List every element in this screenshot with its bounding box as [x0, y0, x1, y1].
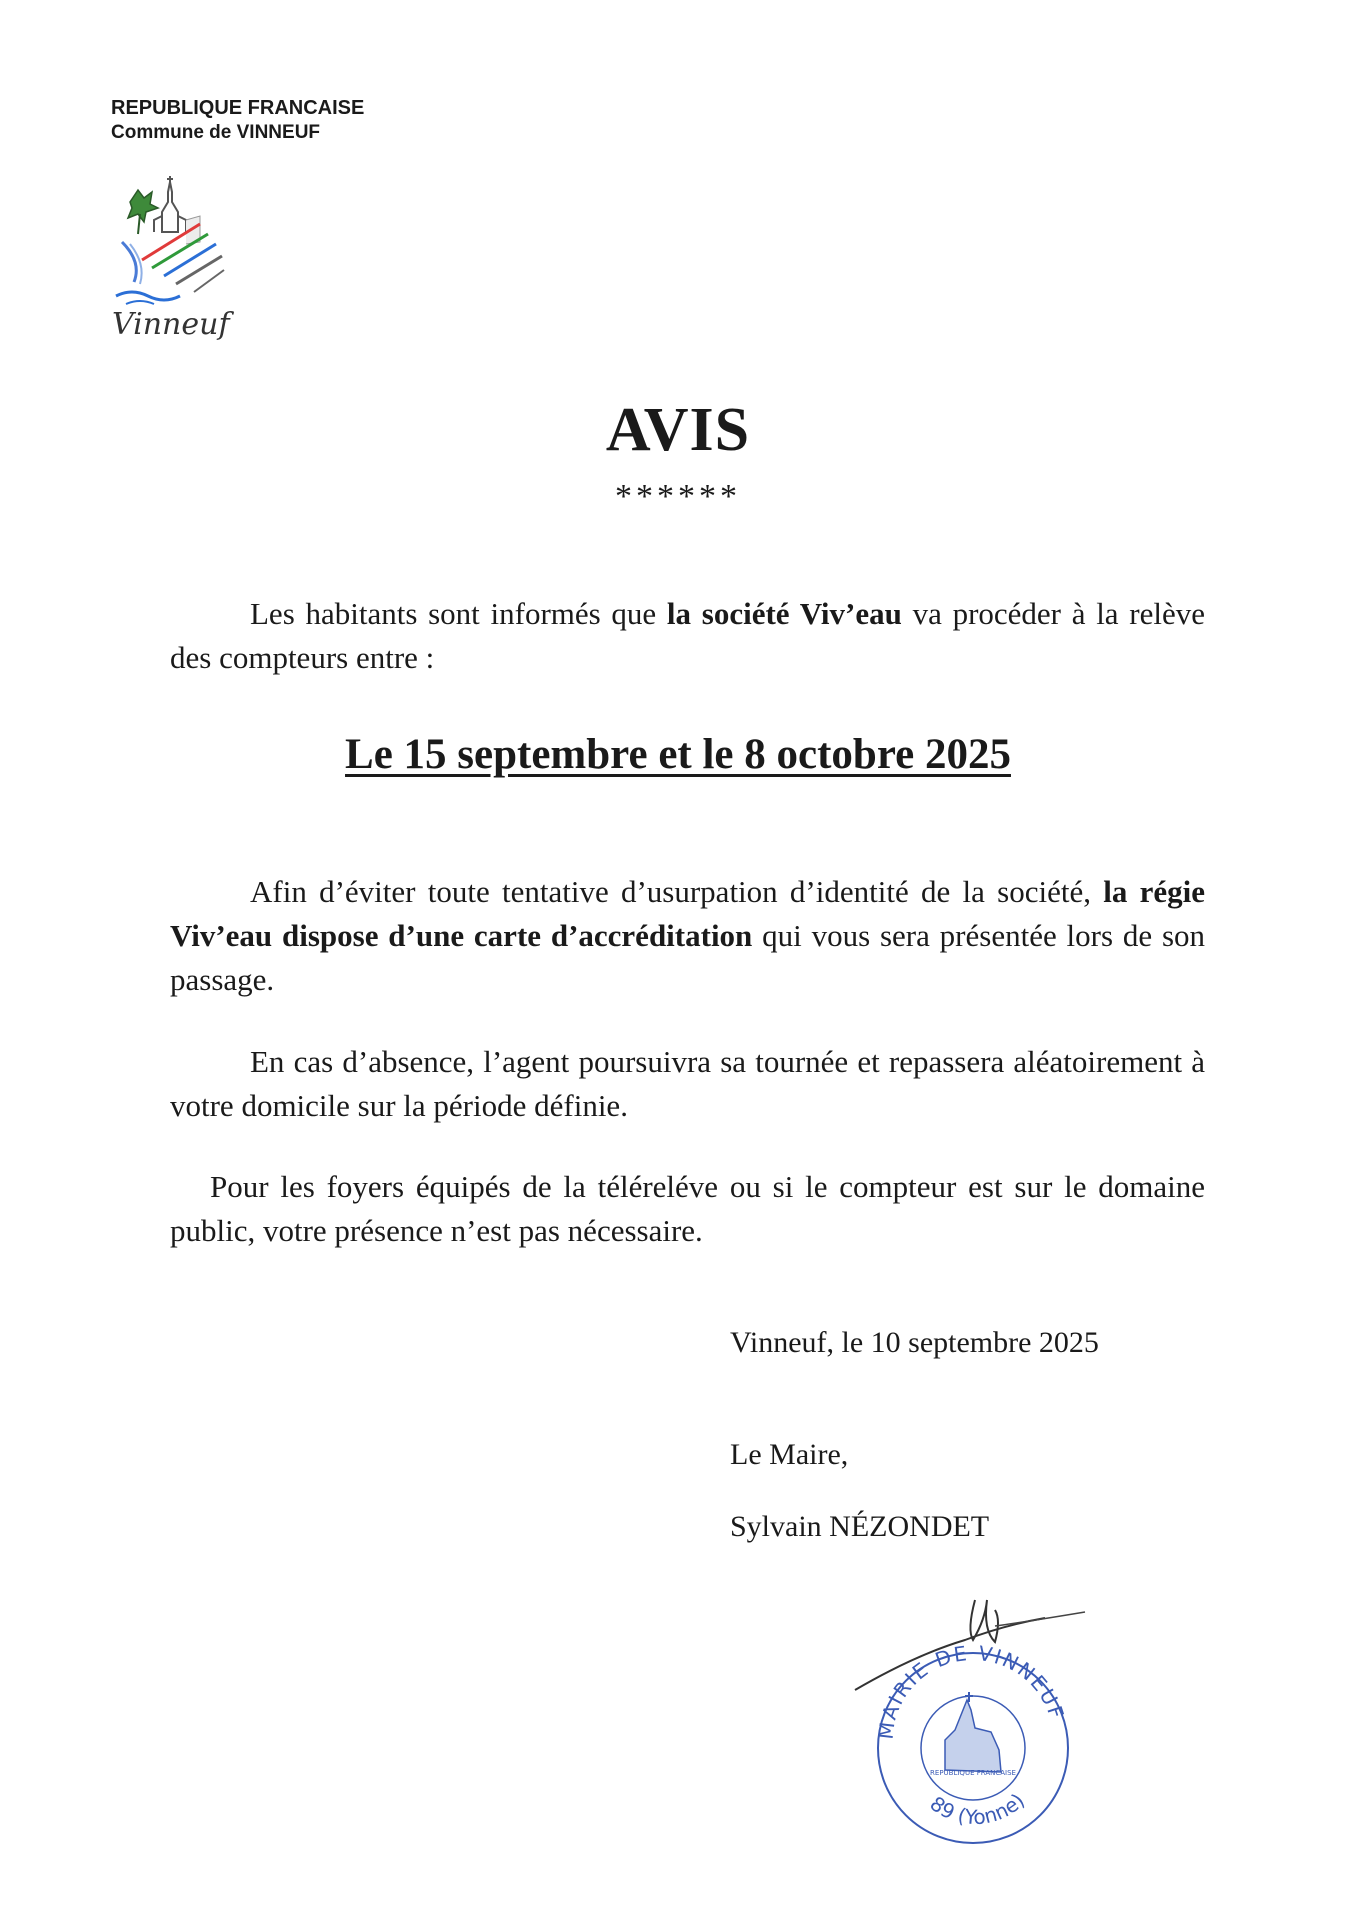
- accreditation-text-bold: la régie Viv’eau dispose d’une carte d’accréditation: [170, 874, 1205, 953]
- commune-label: Commune de VINNEUF: [111, 122, 321, 143]
- mayor-stamp-and-signature: [845, 1560, 1100, 1860]
- svg-text:89 (Yonne): [926, 1788, 1030, 1829]
- intro-text-bold: la société Viv’eau: [666, 596, 902, 631]
- logo-text: Vinneuf: [112, 307, 230, 342]
- vinneuf-logo-icon: [112, 172, 242, 347]
- stamp-bottom-text: 89 (Yonne): [925, 1788, 1030, 1830]
- stamp-top-text: MAIRIE DE VINNEUF: [873, 1640, 1070, 1741]
- republique-francaise-label: REPUBLIQUE FRANCAISE: [111, 97, 365, 119]
- meter-reading-dates: [0, 730, 1356, 779]
- place-date: Vinneuf, le 10 septembre 2025: [730, 1326, 1099, 1359]
- accreditation-text-after: qui vous sera présentée lors de son passage.: [170, 918, 1206, 997]
- accreditation-text-before: Afin d’éviter toute tentative d’usurpation d’identité de la société,: [250, 874, 1104, 909]
- dates-text: Le 15 septembre et le 8 octobre 2025: [345, 731, 1011, 778]
- accreditation-paragraph: [170, 870, 1205, 1002]
- intro-paragraph: [170, 592, 1205, 680]
- intro-text-before: Les habitants sont informés que: [250, 596, 667, 631]
- absence-paragraph: En cas d’absence, l’agent poursuivra sa tournée et repassera aléatoirement à votre domicile sur la période définie.: [170, 1044, 1205, 1123]
- page-title: AVIS: [605, 396, 751, 464]
- telereleve-paragraph: Pour les foyers équipés de la téléreléve ou si le compteur est sur le domaine public, votre présence n’est pas nécessaire.: [170, 1169, 1205, 1248]
- letterhead: [111, 96, 364, 145]
- intro-text-after: va procéder à la relève des compteurs entre :: [170, 596, 1206, 675]
- mayor-role: Le Maire,: [730, 1438, 849, 1471]
- stamp-inner-text: REPUBLIQUE FRANCAISE: [930, 1769, 1016, 1777]
- mayor-name: Sylvain NÉZONDET: [730, 1510, 990, 1543]
- title-separator: ******: [615, 478, 741, 515]
